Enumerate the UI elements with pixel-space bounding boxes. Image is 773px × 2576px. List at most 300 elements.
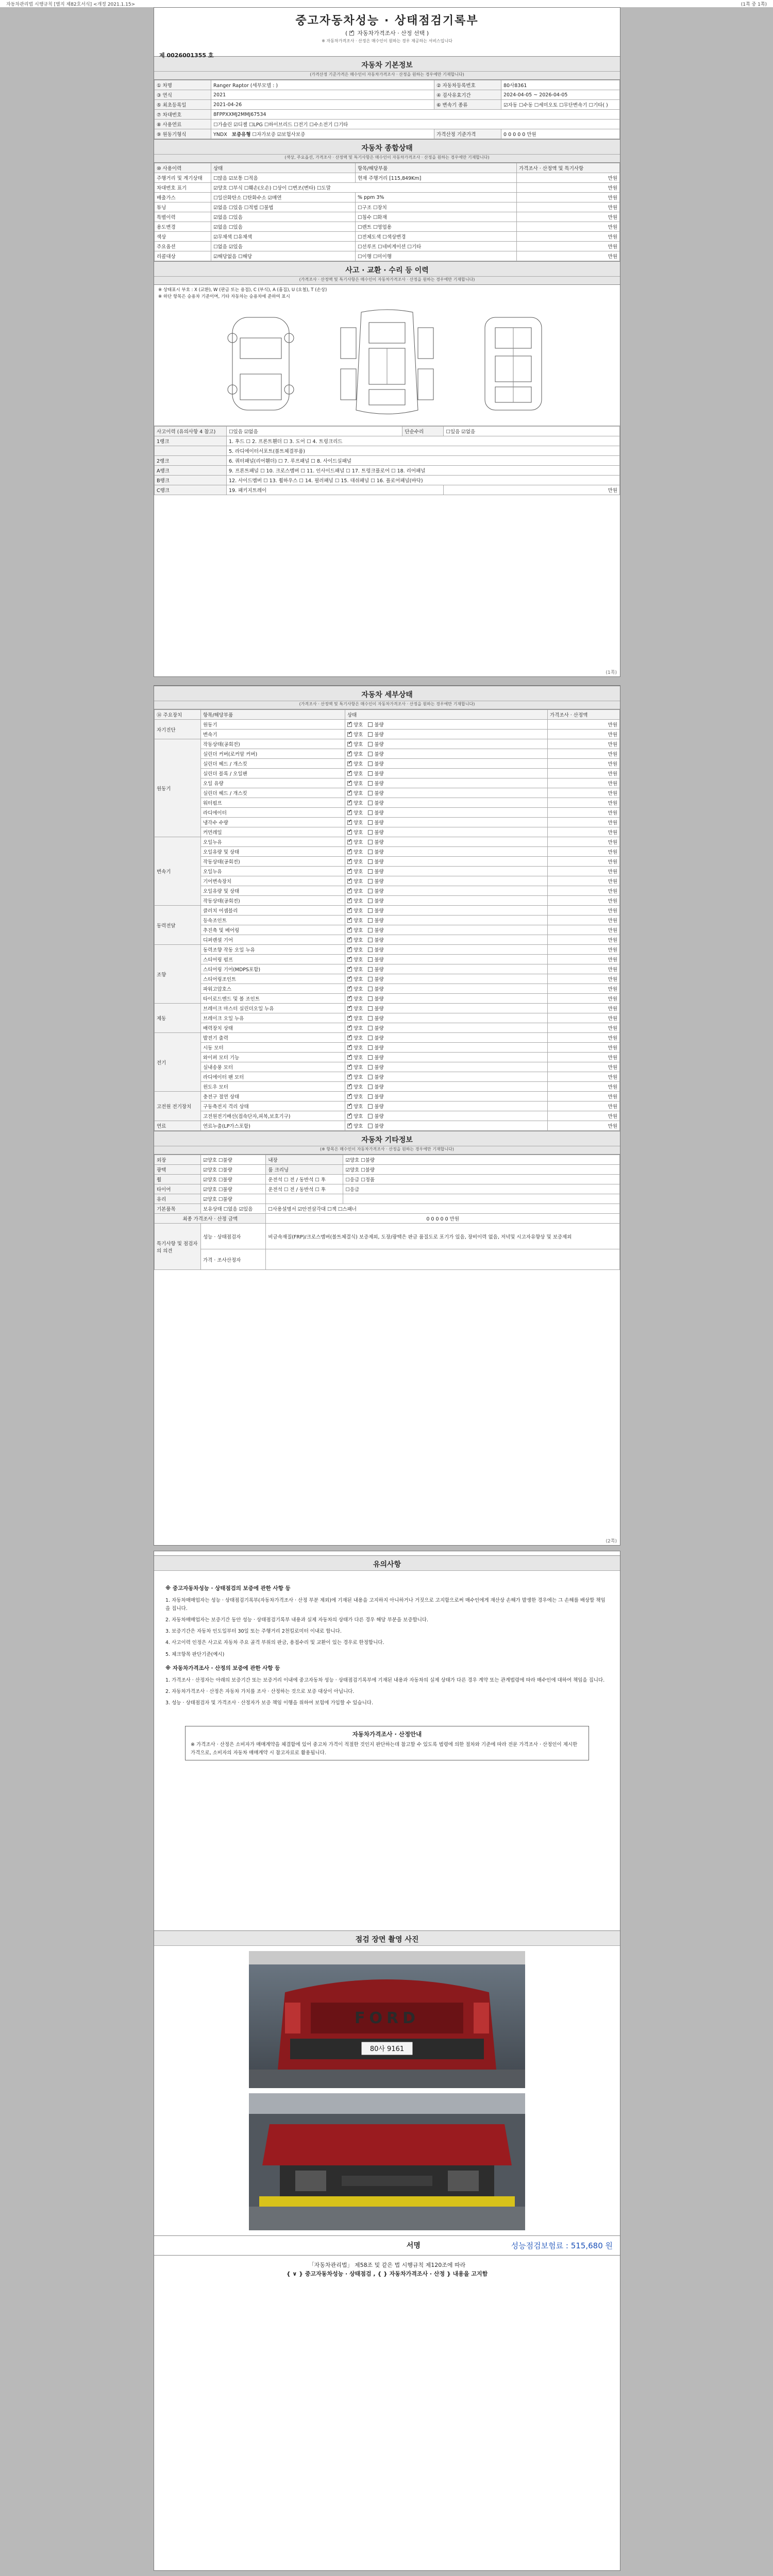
detail-item-state: ✓ 양호 불량 bbox=[345, 1053, 548, 1062]
table-row bbox=[155, 1214, 620, 1224]
other-info-note: (※ 항목은 매수인이 자동차가격조사 · 산정을 원하는 경우에만 기재합니다) bbox=[154, 1146, 620, 1155]
detail-item-label: 라디에이터 bbox=[201, 808, 345, 818]
table-row bbox=[155, 945, 620, 955]
detail-item-price: 만원 bbox=[548, 1062, 620, 1072]
detail-item-state: ✓ 양호 불량 bbox=[345, 1092, 548, 1101]
accident-table bbox=[154, 426, 620, 495]
table-row bbox=[155, 1111, 620, 1121]
detail-item-state: ✓ 양호 불량 bbox=[345, 837, 548, 847]
status-checkbox[interactable] bbox=[368, 869, 373, 874]
status-checkbox[interactable] bbox=[368, 1084, 373, 1089]
table-row bbox=[155, 1004, 620, 1013]
status-checkbox[interactable] bbox=[368, 1124, 373, 1128]
detail-item-label: 브레이크 마스터 실린더오일 누유 bbox=[201, 1004, 345, 1013]
accident-status-value: ☐있음 ☑없음 bbox=[227, 426, 402, 436]
detail-item-state: ✓ 양호 불량 bbox=[345, 759, 548, 769]
detail-item-label: 원동기 bbox=[201, 720, 345, 730]
status-checkbox[interactable] bbox=[347, 752, 352, 756]
table-row: B랭크 12. 사이드멤버 ☐ 13. 휠하우스 ☐ 14. 필러패널 ☐ 15. 대쉬패널 ☐ 16. 플로어패널(바닥) bbox=[155, 475, 620, 485]
detail-item-state: ✓ 양호 불량 bbox=[345, 730, 548, 739]
price-guide-text: ※ 가격조사 · 산정은 소비자가 매매계약을 체결함에 있어 중고차 가격이 적절한 것인지 판단하는데 참고할 수 있도록 법령에 의한 절차와 기준에 따라 전문 가격조사 · 산정인이 제시한 가격으로, 소비자의 자동차 매매계약 시 참고자료로 활용됩니다. bbox=[191, 1742, 578, 1756]
detail-item-price: 만원 bbox=[548, 974, 620, 984]
table-row bbox=[155, 886, 620, 896]
report-page-2 bbox=[154, 685, 620, 1546]
status-checkbox[interactable] bbox=[368, 742, 373, 747]
detail-item-label: 오일누유 bbox=[201, 867, 345, 876]
status-checkbox[interactable] bbox=[368, 840, 373, 844]
price-check-checkbox[interactable] bbox=[349, 31, 354, 36]
detail-item-price: 만원 bbox=[548, 1023, 620, 1033]
table-row bbox=[155, 1053, 620, 1062]
detail-item-label: 파워고압호스 bbox=[201, 984, 345, 994]
status-checkbox[interactable] bbox=[347, 791, 352, 795]
document-number: 제 0026001355 호 bbox=[159, 52, 214, 59]
detail-item-label: 작동상태(공회전) bbox=[201, 739, 345, 749]
table-row: 주행거리 및 계기상태 ☐많음 ☑보통 ☐적음 현재 주행거리 [115,849Km] 만원 bbox=[155, 173, 620, 183]
mileage-value: 현재 주행거리 [115,849Km] bbox=[356, 173, 517, 183]
detail-item-state: ✓ 양호 불량 bbox=[345, 1033, 548, 1043]
table-row: 주요옵션 ☐없음 ☑있음 ☐선루프 ☐네비게이션 ☐기타 만원 bbox=[155, 242, 620, 251]
status-checkbox[interactable] bbox=[347, 987, 352, 991]
detail-item-label: 추진축 및 베어링 bbox=[201, 925, 345, 935]
table-row bbox=[155, 730, 620, 739]
table-row: 타이어 ☑양호 ☐불량 운전석 ☐ 전 / 동반석 ☐ 후 ☐응급 bbox=[155, 1184, 620, 1194]
plate-text: 80사 9161 bbox=[369, 2045, 405, 2053]
status-checkbox[interactable] bbox=[368, 771, 373, 776]
detail-item-price: 만원 bbox=[548, 1043, 620, 1053]
detail-item-state: ✓ 양호 불량 bbox=[345, 974, 548, 984]
detail-item-label: 연료누출(LP가스포함) bbox=[201, 1121, 345, 1131]
detail-item-price: 만원 bbox=[548, 798, 620, 808]
status-checkbox[interactable] bbox=[347, 820, 352, 825]
detail-item-label: 동력조향 작동 오일 누유 bbox=[201, 945, 345, 955]
detail-item-label: 스티어링 펌프 bbox=[201, 955, 345, 964]
year-value: 2021 bbox=[211, 90, 434, 100]
detail-item-label: 시동 모터 bbox=[201, 1043, 345, 1053]
table-row bbox=[155, 827, 620, 837]
status-checkbox[interactable] bbox=[347, 918, 352, 923]
status-checkbox[interactable] bbox=[347, 781, 352, 786]
table-row bbox=[155, 1072, 620, 1082]
table-row bbox=[155, 818, 620, 827]
report-note: ※ 자동차가격조사 · 산정은 매수인이 원하는 경우 제공하는 서비스입니다 bbox=[322, 39, 452, 43]
detail-item-price: 만원 bbox=[548, 876, 620, 886]
table-row: 튜닝 ☑없음 ☐있음 ☐적법 ☐불법 ☐구조 ☐장치 만원 bbox=[155, 202, 620, 212]
page-1-footer: (1쪽) bbox=[606, 670, 617, 675]
fuel-value: ☐가솔린 ☑디젤 ☐LPG ☐하이브리드 ☐전기 ☐수소전기 ☐기타 bbox=[211, 120, 620, 129]
detail-group-label: 자기진단 bbox=[155, 720, 201, 739]
table-row bbox=[155, 1023, 620, 1033]
page-2-footer: (2쪽) bbox=[606, 1539, 617, 1544]
legal-statement: 「자동차관리법」 제58조 및 같은 법 시행규칙 제120조에 따라 { ∨ } 중고자동차성능 · 상태점검 , { } 자동차가격조사 · 산정 } 내용을 고지함 bbox=[286, 2261, 488, 2278]
detail-group-label: 동력전달 bbox=[155, 906, 201, 945]
table-row: 휠 ☑양호 ☐불량 운전석 ☐ 전 / 동반석 ☐ 후 ☐응급 ☐정품 bbox=[155, 1175, 620, 1184]
report-page-3 bbox=[154, 1551, 620, 2571]
detail-item-label: 변속기 bbox=[201, 730, 345, 739]
detail-item-price: 만원 bbox=[548, 857, 620, 867]
detail-item-price: 만원 bbox=[548, 1013, 620, 1023]
notices-title: 유의사항 bbox=[154, 1555, 620, 1571]
table-row bbox=[155, 788, 620, 798]
detail-item-label: 스티어링조인트 bbox=[201, 974, 345, 984]
table-row: 기본품목 보유상태 ☐없음 ☑있음 ☐사용설명서 ☑안전삼각대 ☐잭 ☐스패너 bbox=[155, 1204, 620, 1214]
engine-type-value: YNDX 보증유형 ☐자가보증 ☑보험사보증 bbox=[211, 129, 434, 139]
detail-item-state: ✓ 양호 불량 bbox=[345, 827, 548, 837]
detail-item-label: 기어변속장치 bbox=[201, 876, 345, 886]
table-row: 1랭크 1. 후드 ☐ 2. 프론트휀더 ☐ 3. 도어 ☐ 4. 트렁크리드 bbox=[155, 436, 620, 446]
status-checkbox[interactable] bbox=[347, 830, 352, 835]
detail-item-label: 오일 유량 bbox=[201, 778, 345, 788]
table-row bbox=[155, 1033, 620, 1043]
status-checkbox[interactable] bbox=[368, 938, 373, 942]
detail-item-state: ✓ 양호 불량 bbox=[345, 1004, 548, 1013]
report-title: 중고자동차성능 · 상태점검기록부 bbox=[295, 14, 479, 27]
detail-item-state: ✓ 양호 불량 bbox=[345, 916, 548, 925]
notices-heading-2: ※ 자동차가격조사 · 산정의 보증에 관한 사항 등 bbox=[165, 1665, 280, 1671]
status-checkbox[interactable] bbox=[368, 1006, 373, 1011]
status-checkbox[interactable] bbox=[347, 722, 352, 727]
detail-table bbox=[154, 709, 620, 1131]
status-checkbox[interactable] bbox=[368, 1045, 373, 1050]
status-checkbox[interactable] bbox=[368, 1104, 373, 1109]
status-checkbox[interactable] bbox=[368, 850, 373, 854]
table-row bbox=[155, 847, 620, 857]
status-checkbox[interactable] bbox=[347, 761, 352, 766]
detail-item-price: 만원 bbox=[548, 984, 620, 994]
detail-item-price: 만원 bbox=[548, 778, 620, 788]
status-checkbox[interactable] bbox=[347, 1036, 352, 1040]
status-checkbox[interactable] bbox=[347, 1026, 352, 1030]
top-view-diagram bbox=[320, 307, 454, 420]
basic-info-title: 자동차 기본정보 bbox=[154, 56, 620, 72]
status-checkbox[interactable] bbox=[368, 1036, 373, 1040]
table-row bbox=[155, 955, 620, 964]
detail-item-price: 만원 bbox=[548, 916, 620, 925]
status-checkbox[interactable] bbox=[347, 938, 352, 942]
status-checkbox[interactable] bbox=[347, 957, 352, 962]
first-registration-value: 2021-04-26 bbox=[211, 100, 434, 110]
detail-item-label: 오일유량 및 상태 bbox=[201, 886, 345, 896]
status-checkbox[interactable] bbox=[347, 732, 352, 737]
vin-value: 8FPPXXMJ2MMJ67534 bbox=[211, 110, 620, 120]
table-row: C랭크 19. 패키지트레이 만원 bbox=[155, 485, 620, 495]
status-checkbox[interactable] bbox=[368, 1016, 373, 1021]
table-row bbox=[155, 916, 620, 925]
detail-note: (가격조사 · 산정액 및 특기사항은 매수인이 자동차가격조사 · 산정을 원하는 경우에만 기재합니다) bbox=[154, 701, 620, 709]
detail-item-price: 만원 bbox=[548, 1072, 620, 1082]
table-row: 색상 ☑무채색 ☐유채색 ☐전체도색 ☐색상변경 만원 bbox=[155, 232, 620, 242]
detail-item-label: 커먼레일 bbox=[201, 827, 345, 837]
status-checkbox[interactable] bbox=[347, 810, 352, 815]
detail-item-state: ✓ 양호 불량 bbox=[345, 1062, 548, 1072]
status-checkbox[interactable] bbox=[368, 996, 373, 1001]
detail-item-price: 만원 bbox=[548, 1004, 620, 1013]
status-checkbox[interactable] bbox=[368, 859, 373, 864]
other-info-table bbox=[154, 1155, 620, 1270]
table-row: ③ 연식 2021 ④ 검사유효기간 2024-04-05 ~ 2026-04-05 bbox=[155, 90, 620, 100]
detail-item-label: 와이퍼 모터 기능 bbox=[201, 1053, 345, 1062]
detail-item-label: 냉각수 수량 bbox=[201, 818, 345, 827]
detail-item-price: 만원 bbox=[548, 925, 620, 935]
notices-heading-1: ※ 중고자동차성능 · 상태점검의 보증에 관한 사항 등 bbox=[165, 1585, 291, 1591]
status-checkbox[interactable] bbox=[368, 830, 373, 835]
table-row: ⑨ 원동기형식 YNDX 보증유형 ☐자가보증 ☑보험사보증 가격산정 기준가격 0 0 0 0 0 만원 bbox=[155, 129, 620, 139]
detail-item-state: ✓ 양호 불량 bbox=[345, 778, 548, 788]
insurance-fee: 성능점검보험료 : 515,680 원 bbox=[511, 2241, 613, 2250]
form-header-line bbox=[0, 0, 773, 7]
detail-item-label: 라디에이터 팬 모터 bbox=[201, 1072, 345, 1082]
detail-item-state: ✓ 양호 불량 bbox=[345, 984, 548, 994]
detail-item-state: ✓ 양호 불량 bbox=[345, 739, 548, 749]
status-checkbox[interactable] bbox=[347, 899, 352, 903]
status-checkbox[interactable] bbox=[368, 1094, 373, 1099]
detail-group-label: 변속기 bbox=[155, 837, 201, 906]
detail-item-state: ✓ 양호 불량 bbox=[345, 857, 548, 867]
photos-area bbox=[154, 1946, 620, 2235]
table-row bbox=[155, 798, 620, 808]
status-checkbox[interactable] bbox=[347, 850, 352, 854]
table-header-row: ⑩ 사용이력 상태 항목/해당부품 가격조사 · 산정액 및 특기사항 bbox=[155, 163, 620, 173]
status-checkbox[interactable] bbox=[368, 1065, 373, 1070]
detail-item-label: 실린더 헤드 / 개스킷 bbox=[201, 788, 345, 798]
detail-item-label: 스티어링 기어(MDPS포함) bbox=[201, 964, 345, 974]
detail-item-price: 만원 bbox=[548, 906, 620, 916]
status-checkbox[interactable] bbox=[347, 1065, 352, 1070]
detail-item-price: 만원 bbox=[548, 1121, 620, 1131]
status-checkbox[interactable] bbox=[347, 1016, 352, 1021]
status-checkbox[interactable] bbox=[368, 908, 373, 913]
other-info-title: 자동차 기타정보 bbox=[154, 1131, 620, 1146]
status-checkbox[interactable] bbox=[347, 1055, 352, 1060]
detail-item-label: 작동상태(공회전) bbox=[201, 896, 345, 906]
detail-item-label: 실린더 커버(로커암 커버) bbox=[201, 749, 345, 759]
detail-item-state: ✓ 양호 불량 bbox=[345, 1082, 548, 1092]
detail-item-price: 만원 bbox=[548, 788, 620, 798]
detail-item-label: 발전기 출력 bbox=[201, 1033, 345, 1043]
table-row: 가격 · 조사산정자 bbox=[155, 1249, 620, 1270]
table-row: 특별이력 ☑없음 ☐있음 ☐침수 ☐화재 만원 bbox=[155, 212, 620, 222]
detail-item-price: 만원 bbox=[548, 994, 620, 1004]
status-checkbox[interactable] bbox=[368, 820, 373, 825]
status-checkbox[interactable] bbox=[368, 879, 373, 884]
detail-item-price: 만원 bbox=[548, 1082, 620, 1092]
detail-item-price: 만원 bbox=[548, 1092, 620, 1101]
inspector-remark: 비금속재질(FRP)/크로스멤버(볼트체결식) 보증제외, 도장/광택은 판금 품질도로 포기가 있음, 장비이력 없음, 저녁및 시고자유향상 및 보증제외 bbox=[266, 1224, 620, 1249]
detail-item-price: 만원 bbox=[548, 1053, 620, 1062]
status-checkbox[interactable] bbox=[368, 899, 373, 903]
signature-title: 서명 bbox=[406, 2242, 421, 2250]
status-checkbox[interactable] bbox=[368, 1055, 373, 1060]
table-row: 유리 ☑양호 ☐불량 bbox=[155, 1194, 620, 1204]
table-row: ⑤ 최초등록일 2021-04-26 ⑥ 변속기 종류 ☑자동 ☐수동 ☐세미오토 ☐무단변속기 ☐기타( ) bbox=[155, 100, 620, 110]
detail-item-price: 만원 bbox=[548, 847, 620, 857]
detail-item-state: ✓ 양호 불량 bbox=[345, 935, 548, 945]
table-row: 배출가스 ☐일산화탄소 ☐탄화수소 ☑매연 % ppm 3% 만원 bbox=[155, 193, 620, 202]
summary-title: 자동차 종합상태 bbox=[154, 139, 620, 155]
table-row bbox=[155, 739, 620, 749]
status-checkbox[interactable] bbox=[347, 771, 352, 776]
summary-note: (색상, 주요옵션, 가격조사 · 산정액 및 특기사항은 매수인이 자동차가격조사 · 산정을 원하는 경우에만 기재합니다) bbox=[154, 155, 620, 163]
table-row bbox=[155, 984, 620, 994]
detail-item-label: 등속조인트 bbox=[201, 916, 345, 925]
status-checkbox[interactable] bbox=[368, 801, 373, 805]
detail-item-state: ✓ 양호 불량 bbox=[345, 886, 548, 896]
detail-item-label: 클러치 어셈블리 bbox=[201, 906, 345, 916]
status-checkbox[interactable] bbox=[347, 1045, 352, 1050]
detail-group-label: 고전원 전기장치 bbox=[155, 1092, 201, 1121]
detail-item-state: ✓ 양호 불량 bbox=[345, 1072, 548, 1082]
status-checkbox[interactable] bbox=[368, 722, 373, 727]
detail-item-price: 만원 bbox=[548, 1033, 620, 1043]
final-price-value: 0 0 0 0 0 만원 bbox=[266, 1214, 620, 1224]
table-row: ⑧ 사용연료 ☐가솔린 ☑디젤 ☐LPG ☐하이브리드 ☐전기 ☐수소전기 ☐기타 bbox=[155, 120, 620, 129]
status-checkbox[interactable] bbox=[368, 761, 373, 766]
transmission-value: ☑자동 ☐수동 ☐세미오토 ☐무단변속기 ☐기타( ) bbox=[501, 100, 620, 110]
accident-legend: ※ 상태표시 부호 : X (교환), W (판금 또는 용접), C (부식), A (흠집), U (요철), T (손상) ※ 하단 항목은 승용차 기준이며, 기타 자동차는 승용차에 준하여 표시 bbox=[158, 287, 327, 299]
detail-title: 자동차 세부상태 bbox=[154, 686, 620, 701]
status-checkbox[interactable] bbox=[347, 859, 352, 864]
detail-item-label: 충전구 절연 상태 bbox=[201, 1092, 345, 1101]
status-checkbox[interactable] bbox=[368, 977, 373, 981]
detail-item-price: 만원 bbox=[548, 964, 620, 974]
detail-item-price: 만원 bbox=[548, 739, 620, 749]
detail-item-state: ✓ 양호 불량 bbox=[345, 906, 548, 916]
status-checkbox[interactable] bbox=[368, 1026, 373, 1030]
detail-item-label: 오일누유 bbox=[201, 837, 345, 847]
table-row: 광택 ☑양호 ☐불량 룸 크리닝 ☑양호 ☐불량 bbox=[155, 1165, 620, 1175]
status-checkbox[interactable] bbox=[347, 1104, 352, 1109]
status-checkbox[interactable] bbox=[347, 801, 352, 805]
detail-item-state: ✓ 양호 불량 bbox=[345, 1023, 548, 1033]
detail-item-label: 브레이크 오일 누유 bbox=[201, 1013, 345, 1023]
status-checkbox[interactable] bbox=[368, 987, 373, 991]
accident-title: 사고 · 교환 · 수리 등 이력 bbox=[154, 261, 620, 277]
status-checkbox[interactable] bbox=[347, 1006, 352, 1011]
status-checkbox[interactable] bbox=[347, 1094, 352, 1099]
detail-item-label: 오일유량 및 상태 bbox=[201, 847, 345, 857]
detail-item-state: ✓ 양호 불량 bbox=[345, 945, 548, 955]
status-checkbox[interactable] bbox=[368, 732, 373, 737]
detail-item-state: ✓ 양호 불량 bbox=[345, 808, 548, 818]
table-row bbox=[155, 1013, 620, 1023]
detail-item-label: 구동축전지 격리 상태 bbox=[201, 1101, 345, 1111]
status-checkbox[interactable] bbox=[347, 1114, 352, 1118]
status-checkbox[interactable] bbox=[368, 918, 373, 923]
table-row: 차대번호 표기 ☑양호 ☐부식 ☐훼손(오손) ☐상이 ☐변조(변타) ☐도말 만원 bbox=[155, 183, 620, 193]
status-checkbox[interactable] bbox=[347, 1075, 352, 1079]
detail-group-label: 조향 bbox=[155, 945, 201, 1004]
status-checkbox[interactable] bbox=[368, 967, 373, 972]
table-row bbox=[155, 1101, 620, 1111]
table-row: ① 차명 Ranger Raptor (세부모델 : ) ② 자동차등록번호 80사8361 bbox=[155, 80, 620, 90]
detail-item-state: ✓ 양호 불량 bbox=[345, 798, 548, 808]
detail-item-label: 실내송풍 모터 bbox=[201, 1062, 345, 1072]
simple-repair-value: ☐있음 ☑없음 bbox=[444, 426, 620, 436]
detail-item-state: ✓ 양호 불량 bbox=[345, 720, 548, 730]
status-checkbox[interactable] bbox=[347, 967, 352, 972]
basic-info-note: (가격산정 기준가격은 매수인이 자동차가격조사 · 산정을 원하는 경우에만 기재합니다) bbox=[154, 72, 620, 80]
final-price-label: 최종 가격조사 · 산정 금액 bbox=[155, 1214, 266, 1224]
basic-info-table bbox=[154, 80, 620, 139]
table-row bbox=[155, 925, 620, 935]
table-row bbox=[155, 837, 620, 847]
table-row bbox=[155, 1062, 620, 1072]
table-row bbox=[155, 896, 620, 906]
front-view-diagram bbox=[217, 307, 305, 420]
detail-item-state: ✓ 양호 불량 bbox=[345, 1111, 548, 1121]
table-row bbox=[155, 974, 620, 984]
detail-item-state: ✓ 양호 불량 bbox=[345, 1013, 548, 1023]
detail-item-label: 워터펌프 bbox=[201, 798, 345, 808]
status-checkbox[interactable] bbox=[368, 781, 373, 786]
photos-title: 점검 장면 촬영 사진 bbox=[154, 1930, 620, 1946]
report-subtitle: ( ✓ 자동차가격조사 · 산정 선택 ) bbox=[154, 29, 620, 37]
detail-item-price: 만원 bbox=[548, 896, 620, 906]
detail-item-label: 디퍼렌셜 기어 bbox=[201, 935, 345, 945]
inspection-photo-rear bbox=[249, 1951, 525, 2088]
table-row bbox=[155, 1092, 620, 1101]
detail-item-price: 만원 bbox=[548, 749, 620, 759]
detail-item-label: 실린더 헤드 / 개스킷 bbox=[201, 759, 345, 769]
status-checkbox[interactable] bbox=[347, 840, 352, 844]
detail-item-state: ✓ 양호 불량 bbox=[345, 788, 548, 798]
status-checkbox[interactable] bbox=[347, 1084, 352, 1089]
detail-item-state: ✓ 양호 불량 bbox=[345, 769, 548, 778]
status-checkbox[interactable] bbox=[347, 889, 352, 893]
table-row: 용도변경 ☑없음 ☐있음 ☐렌트 ☐영업용 만원 bbox=[155, 222, 620, 232]
status-checkbox[interactable] bbox=[347, 742, 352, 747]
detail-item-price: 만원 bbox=[548, 1111, 620, 1121]
status-checkbox[interactable] bbox=[368, 1114, 373, 1118]
detail-item-price: 만원 bbox=[548, 827, 620, 837]
status-checkbox[interactable] bbox=[368, 947, 373, 952]
status-checkbox[interactable] bbox=[347, 977, 352, 981]
table-row: A랭크 9. 프론트패널 ☐ 10. 크로스멤버 ☐ 11. 인사이드패널 ☐ 17. 트렁크플로어 ☐ 18. 리어패널 bbox=[155, 465, 620, 475]
table-row: 외장 ☑양호 ☐불량 내장 ☑양호 ☐불량 bbox=[155, 1155, 620, 1165]
status-checkbox[interactable] bbox=[347, 947, 352, 952]
detail-item-state: ✓ 양호 불량 bbox=[345, 876, 548, 886]
notices-body: ※ 중고자동차성능 · 상태점검의 보증에 관한 사항 등 1. 자동차매매업자는 성능 · 상태점검기록부(자동차가격조사 · 산정 부분 제외)에 기재된 내용을 고지하지 아니하거나 거짓으로 고지함으로써 매수인에게 재산상 손해가 발생한 경우에는 그 손해를 배상할 책임을 집니다. 2. 자동차매매업자는 보증기간 동안 성능 · 상태점검기록부 내용과 실제 자동차의 상태가 다른 경우 해당 부분을 보증합니다. 3. 보증기간은 자동차 인도일부터 30일 또는 주행거리 2천킬로미터 이내로 합니다. 4. 사고이력 인정은 사고로 자동차 주요 골격 부위의 판금, 용접수리 및 교환이 있는 경우로 한정합니다. 5. 체크항목 판단기준(예시) ※ 자동차가격조사 · 산정의 보증에 관한 사항 등 1. 가격조사 · 산정자는 아래의 보증기간 또는 보증거리 이내에 중고자동차 성능 · 상태점검기록부에 기재된 내용과 자동차의 실제 상태가 다른 경우 계약 또는 관계법령에 따라 매수인에 대하여 책임을 집니다. 2. 자동차가격조사 · 산정은 자동차 가치를 조사 · 산정하는 것으로 보증 대상이 아닙니다. 3. 성능 · 상태점검자 및 가격조사 · 산정자가 보증 책임 이행을 위하여 보험에 가입할 수 있습니다. bbox=[154, 1571, 620, 1719]
detail-item-price: 만원 bbox=[548, 837, 620, 847]
status-checkbox[interactable] bbox=[368, 957, 373, 962]
detail-item-state: ✓ 양호 불량 bbox=[345, 994, 548, 1004]
detail-item-label: 배력장치 상태 bbox=[201, 1023, 345, 1033]
detail-item-state: ✓ 양호 불량 bbox=[345, 1043, 548, 1053]
detail-item-state: ✓ 양호 불량 bbox=[345, 1101, 548, 1111]
table-row: 특기사항 및 점검자의 의견 성능 · 상태점검자 비금속재질(FRP)/크로스멤버(볼트체결식) 보증제외, 도장/광택은 판금 품질도로 포기가 있음, 장비이력 없음, 저녁및 시고자유향상 및 보증제외 bbox=[155, 1224, 620, 1249]
detail-item-price: 만원 bbox=[548, 759, 620, 769]
status-checkbox[interactable] bbox=[368, 752, 373, 756]
table-row bbox=[155, 935, 620, 945]
status-checkbox[interactable] bbox=[347, 869, 352, 874]
status-checkbox[interactable] bbox=[347, 996, 352, 1001]
status-checkbox[interactable] bbox=[368, 889, 373, 893]
status-checkbox[interactable] bbox=[347, 908, 352, 913]
vehicle-diagram bbox=[154, 302, 620, 426]
table-row bbox=[155, 778, 620, 788]
status-checkbox[interactable] bbox=[368, 791, 373, 795]
status-checkbox[interactable] bbox=[368, 928, 373, 933]
status-checkbox[interactable] bbox=[347, 1124, 352, 1128]
detail-item-price: 만원 bbox=[548, 886, 620, 896]
status-checkbox[interactable] bbox=[347, 928, 352, 933]
detail-item-label: 고전원전기배선(접속단자,피복,보호기구) bbox=[201, 1111, 345, 1121]
status-checkbox[interactable] bbox=[368, 1075, 373, 1079]
status-checkbox[interactable] bbox=[347, 879, 352, 884]
report-page-1 bbox=[154, 7, 620, 677]
detail-item-price: 만원 bbox=[548, 769, 620, 778]
status-checkbox[interactable] bbox=[368, 810, 373, 815]
